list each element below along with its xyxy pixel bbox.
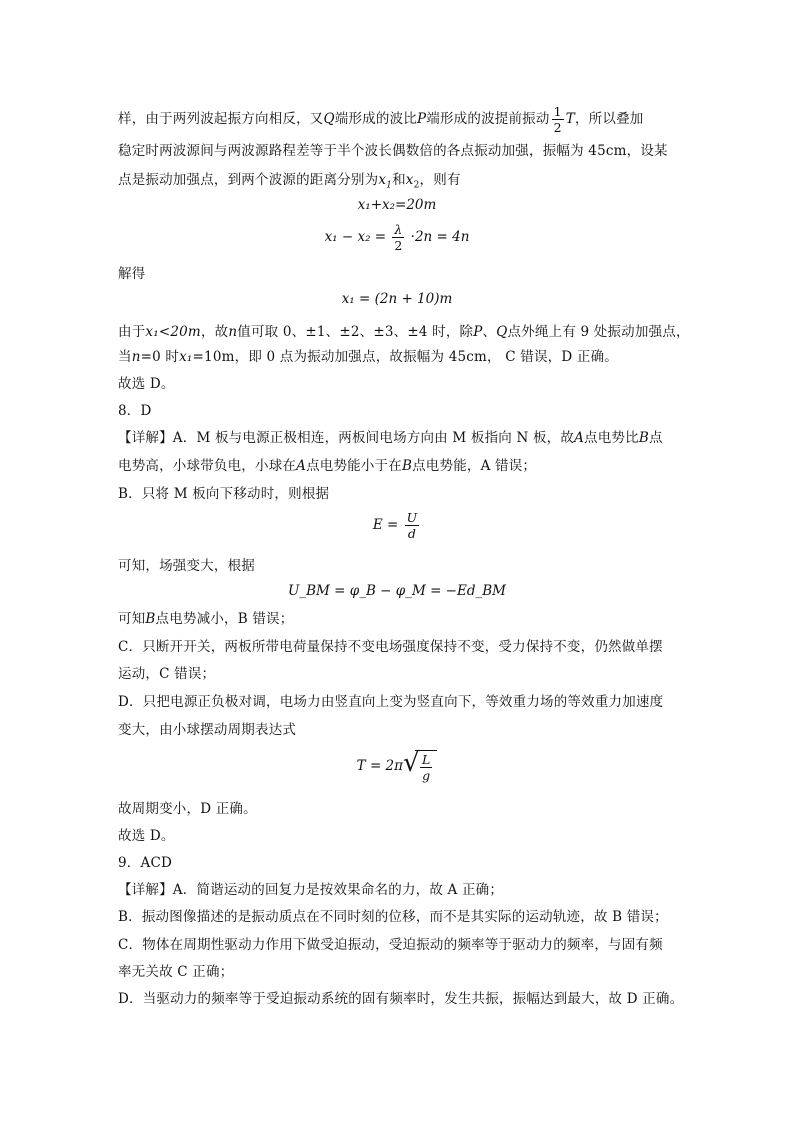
text-run: 点是振动加强点，到两个波源的距离分别为 (118, 172, 379, 188)
question-number: 8．D (118, 403, 152, 419)
text-run: 端形成的波比 (334, 111, 417, 127)
text-line: 变大，由小球摆动周期表达式 (118, 722, 297, 738)
text-run: 值可取 0、±1、±2、±3、±4 时，除 (237, 324, 474, 340)
text-run: 、 (482, 324, 497, 340)
text-run: 点 (648, 430, 663, 446)
fraction-denominator: d (407, 526, 416, 541)
var-a: A (296, 458, 307, 474)
text-line: 故周期变小，D 正确。 (118, 801, 257, 817)
subscript: 1 (386, 180, 393, 191)
text-line: B．只将 M 板向下移动时，则根据 (118, 486, 330, 502)
text-run: 点电势能小于在 (306, 458, 402, 474)
text-line: C．物体在周期性驱动力作用下做受迫振动，受迫振动的频率等于驱动力的频率，与固有频 (118, 937, 663, 953)
text-line: 故选 D。 (118, 828, 175, 844)
text-run: 点外绳上有 9 处振动加强点， (507, 324, 690, 340)
text-line: 故选 D。 (118, 376, 175, 392)
var-b: B (638, 430, 649, 446)
equation-field (0, 510, 794, 541)
fraction-denominator: g (422, 768, 431, 783)
text-run: 点电势比 (584, 430, 639, 446)
fraction-numerator: λ (394, 222, 403, 237)
text-run: 样，由于两列波起振方向相反，又 (118, 111, 324, 127)
text-line (118, 347, 618, 367)
var-n: n (131, 349, 141, 365)
var-a: A (574, 430, 585, 446)
var-x: x (405, 172, 414, 188)
text-run: 点电势减小，B 错误； (155, 611, 294, 627)
var-x1: x₁ (179, 349, 193, 365)
text-line (118, 322, 690, 342)
text-line (118, 456, 536, 476)
var-t: T (565, 111, 575, 127)
var-b: B (401, 458, 413, 474)
text-run: ，所以叠加 (574, 111, 644, 127)
radical-icon: √ (403, 748, 420, 778)
text-run: 可知 (118, 611, 146, 627)
var-p: P (473, 324, 483, 340)
text-line: D．只把电源正负极对调，电场力由竖直向上变为竖直向下，等效重力场的等效重力加速度 (118, 694, 664, 710)
equation-period (0, 750, 794, 783)
fraction-numerator: 1 (553, 104, 562, 119)
equation-lhs: T = 2π (356, 758, 404, 774)
fraction-numerator: U (406, 510, 418, 525)
text-line: 可知，场强变大，根据 (118, 558, 255, 574)
text-run: ，故 (200, 324, 229, 340)
equation-solution: x₁ = (2n + 10)m (341, 291, 453, 307)
equation-potential: U_BM = φ_B − φ_M = −Ed_BM (287, 583, 506, 599)
text-line: D．当驱动力的频率等于受迫振动系统的固有频率时，发生共振，振幅达到最大，故 D 正确。 (118, 991, 684, 1007)
text-line (118, 170, 461, 196)
text-line: 【详解】A．简谐运动的回复力是按效果命名的力，故 A 正确； (118, 882, 504, 898)
var-p: P (416, 111, 427, 127)
text-run: =10m，即 0 点为振动加强点，故振幅为 45cm， C 错误，D 正确。 (192, 349, 618, 365)
equation-lhs: E = (372, 517, 399, 533)
text-run: 点电势能，A 错误； (412, 458, 537, 474)
square-root (403, 750, 437, 783)
text-line: 运动，C 错误； (118, 666, 216, 682)
var-n: n (228, 324, 238, 340)
fraction-half (552, 104, 564, 135)
fraction-l-over-g (420, 752, 432, 783)
fraction-u-over-d (405, 510, 420, 541)
var-x: x (378, 172, 387, 188)
fraction-lambda-half (392, 222, 404, 253)
text-line (118, 428, 663, 448)
text-line: 解得 (118, 266, 146, 282)
question-number: 9．ACD (118, 855, 172, 871)
text-line: C．只断开开关，两板所带电荷量保持不变电场强度保持不变，受力保持不变，仍然做单摆 (118, 639, 663, 655)
var-q: Q (323, 111, 335, 127)
text-line: 率无关故 C 正确； (118, 964, 234, 980)
text-run: 当 (118, 349, 132, 365)
equation-sum: x₁+x₂=20m (357, 197, 437, 213)
text-run: 和 (392, 172, 406, 188)
text-run: 端形成的波提前振动 (426, 111, 550, 127)
text-run: 电势高，小球带负电，小球在 (118, 458, 297, 474)
equation-difference (0, 222, 794, 253)
equation-lhs: x₁ − x₂ = (324, 229, 387, 245)
var-q: Q (496, 324, 508, 340)
text-run: 【详解】A．M 板与电源正极相连，两板间电场方向由 M 板指向 N 板，故 (118, 430, 575, 446)
equation-rhs: ·2n = 4n (410, 229, 470, 245)
text-line: B．振动图像描述的是振动质点在不同时刻的位移，而不是其实际的运动轨迹，故 B 错误； (118, 909, 668, 925)
text-line (118, 609, 293, 629)
subscript: 2 (413, 180, 420, 191)
fraction-denominator: 2 (394, 238, 403, 253)
text-run: 由于 (118, 324, 146, 340)
text-line (118, 104, 643, 135)
fraction-denominator: 2 (553, 120, 562, 135)
text-run: ，则有 (419, 172, 461, 188)
var-b: B (145, 611, 156, 627)
text-run: =0 时 (140, 349, 180, 365)
inline-math: x₁<20m (145, 324, 201, 340)
text-line: 稳定时两波源间与两波源路程差等于半个波长偶数倍的各点振动加强，振幅为 45cm，设某 (118, 143, 668, 159)
fraction-numerator: L (422, 752, 431, 767)
